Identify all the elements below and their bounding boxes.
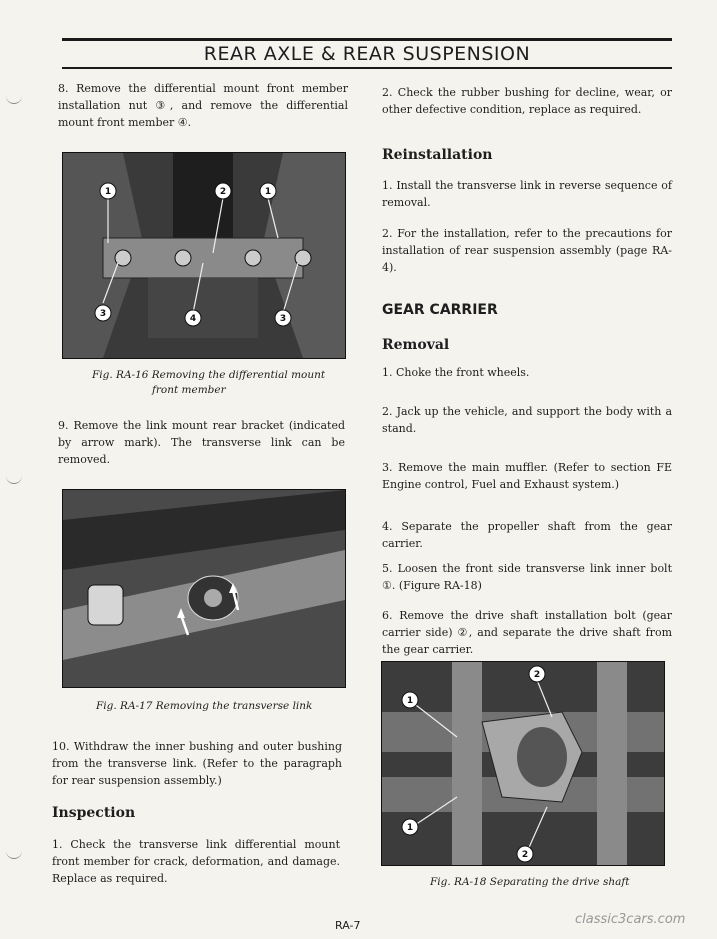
figure-ra18 [381,661,665,866]
fig18-label: 2 [533,670,541,680]
removal-step-5-text: 5. Loosen the front side transverse link inner bolt ①. (Figure RA-18) [382,562,672,592]
fig16-label: 1 [104,187,112,197]
reinstall-step-2-text: 2. For the installation, refer to the precautions for installation of rear suspension assembly (page RA-4). [382,227,672,274]
reinstall-step-1-text: 1. Install the transverse link in reverse sequence of removal. [382,179,672,209]
fig16-label: 3 [279,314,287,324]
step-10-text: 10. Withdraw the inner bushing and outer bushing from the transverse link. (Refer to the paragraph for rear suspension assembly.) [52,740,342,787]
page-number: RA-7 [335,919,361,932]
removal-step-4-text: 4. Separate the propeller shaft from the gear carrier. [382,520,672,550]
fig18-label: 2 [521,850,529,860]
inspection-step-2-text: 2. Check the rubber bushing for decline, wear, or other defective condition, replace as required. [382,86,672,116]
removal-step-1-text: 1. Choke the front wheels. [382,366,530,379]
inspection-heading: Inspection [52,805,136,821]
step-8-text: 8. Remove the differential mount front member installation nut ③, and remove the differential mount front member ④. [58,82,348,129]
fig16-label: 4 [189,314,197,324]
inspection-step-1-text: 1. Check the transverse link differential mount front member for crack, deformation, and damage. Replace as required. [52,838,340,885]
page-header-title: REAR AXLE & REAR SUSPENSION [203,43,531,65]
fig16-caption-line1: Fig. RA-16 Removing the differential mount [92,369,326,381]
header-rule-bottom [62,67,672,69]
step-9-text: 9. Remove the link mount rear bracket (indicated by arrow mark). The transverse link can be removed. [58,419,345,466]
watermark: classic3cars.com [575,912,686,927]
figure-ra17 [62,489,346,688]
removal-step-2-text: 2. Jack up the vehicle, and support the body with a stand. [382,405,672,435]
removal-heading: Removal [382,337,450,353]
removal-step-3-text: 3. Remove the main muffler. (Refer to section FE Engine control, Fuel and Exhaust system.) [382,461,672,491]
removal-step-6-text: 6. Remove the drive shaft installation bolt (gear carrier side) ②, and separate the drive shaft from the gear carrier. [382,609,672,656]
gear-carrier-heading: GEAR CARRIER [382,302,498,318]
fig18-caption: Fig. RA-18 Separating the drive shaft [430,876,630,888]
fig16-label: 3 [99,309,107,319]
fig18-label: 1 [406,696,414,706]
fig16-caption-line2: front member [152,384,226,396]
binding-mark [6,850,22,859]
binding-mark [6,475,22,484]
reinstallation-heading: Reinstallation [382,147,493,163]
fig16-label: 2 [219,187,227,197]
fig16-label: 1 [264,187,272,197]
figure-ra16 [62,152,346,359]
fig18-label: 1 [406,823,414,833]
binding-mark [6,95,22,104]
fig17-caption: Fig. RA-17 Removing the transverse link [96,700,313,712]
